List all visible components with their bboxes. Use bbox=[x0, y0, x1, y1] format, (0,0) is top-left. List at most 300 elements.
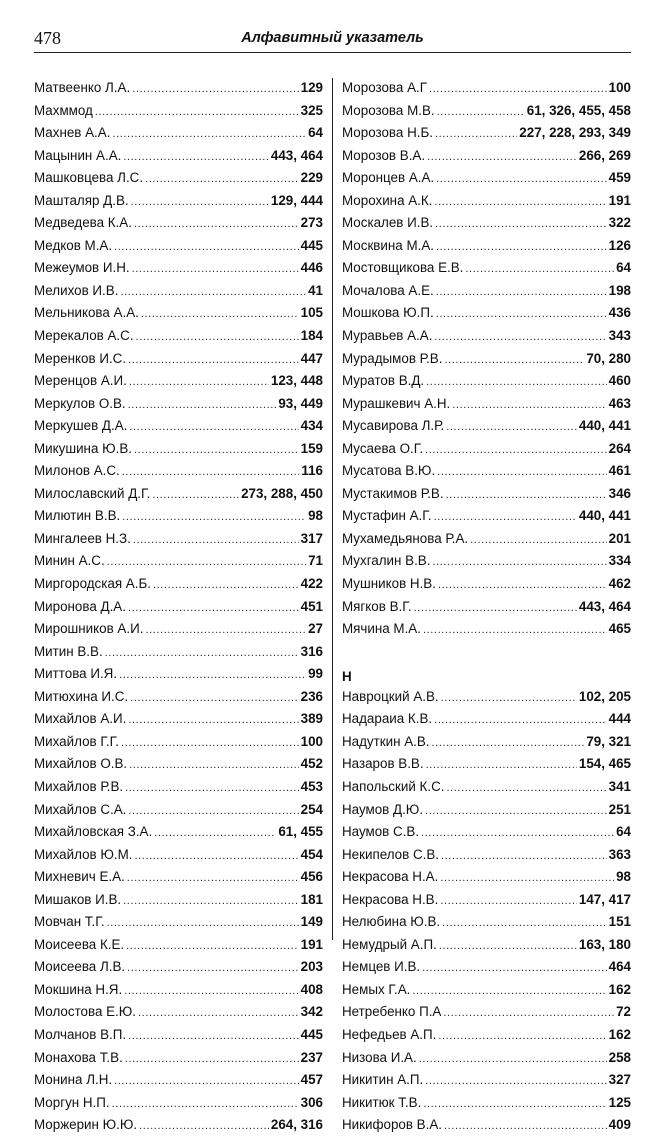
entry-pages: 129 bbox=[300, 80, 323, 95]
dot-leader bbox=[441, 692, 577, 704]
entry-pages: 454 bbox=[300, 846, 323, 862]
dot-leader bbox=[435, 128, 517, 140]
index-entry bbox=[34, 914, 323, 937]
dot-leader bbox=[95, 106, 299, 118]
dot-leader bbox=[114, 241, 299, 253]
index-entry bbox=[342, 238, 631, 261]
dot-leader bbox=[432, 556, 606, 568]
index-entry bbox=[342, 531, 631, 554]
dot-leader bbox=[127, 962, 299, 974]
entry-pages: 61, 455 bbox=[278, 824, 323, 840]
entry-pages: 444 bbox=[608, 711, 631, 727]
index-entry bbox=[342, 486, 631, 509]
index-entry bbox=[342, 463, 631, 486]
dot-leader bbox=[134, 218, 299, 230]
entry-name: Моисеева К.Е. bbox=[34, 936, 125, 952]
entry-pages: 446 bbox=[300, 260, 323, 276]
dot-leader bbox=[444, 1120, 607, 1132]
entry-name: Микушина Ю.В. bbox=[34, 440, 133, 456]
index-entry bbox=[34, 892, 323, 915]
entry-pages: 184 bbox=[300, 328, 323, 344]
dot-leader bbox=[134, 444, 299, 456]
dot-leader bbox=[153, 579, 299, 591]
entry-name: Надуткин А.В. bbox=[342, 733, 430, 749]
entry-pages: 462 bbox=[608, 576, 631, 592]
dot-leader bbox=[120, 286, 306, 298]
entry-pages: 100 bbox=[608, 80, 631, 95]
entry-pages: 64 bbox=[616, 260, 631, 276]
entry-name: Навроцкий А.В. bbox=[342, 688, 439, 704]
entry-pages: 159 bbox=[300, 440, 323, 456]
entry-pages: 343 bbox=[608, 328, 631, 344]
dot-leader bbox=[440, 872, 614, 884]
index-entry bbox=[34, 711, 323, 734]
dot-leader bbox=[439, 940, 577, 952]
entry-pages: 445 bbox=[300, 237, 323, 253]
dot-leader bbox=[434, 196, 606, 208]
entry-name: Милютин В.В. bbox=[34, 508, 121, 524]
entry-name: Мустакимов Р.В. bbox=[342, 485, 444, 501]
index-entry bbox=[34, 1117, 323, 1140]
entry-pages: 346 bbox=[608, 485, 631, 501]
entry-name: Мирошников А.И. bbox=[34, 621, 144, 637]
entry-pages: 191 bbox=[300, 936, 323, 952]
dot-leader bbox=[446, 489, 607, 501]
index-entry bbox=[342, 892, 631, 915]
entry-pages: 181 bbox=[300, 891, 323, 907]
dot-leader bbox=[434, 714, 607, 726]
dot-leader bbox=[425, 444, 607, 456]
index-entry bbox=[34, 193, 323, 216]
dot-leader bbox=[436, 173, 607, 185]
entry-name: Мухамедьянова Р.А. bbox=[342, 530, 469, 546]
dot-leader bbox=[129, 421, 298, 433]
index-entry bbox=[342, 125, 631, 148]
index-entry bbox=[34, 215, 323, 238]
index-entry bbox=[342, 914, 631, 937]
entry-pages: 465 bbox=[608, 621, 631, 637]
dot-leader bbox=[121, 737, 299, 749]
entry-pages: 258 bbox=[608, 1049, 631, 1065]
dot-leader bbox=[145, 624, 306, 636]
dot-leader bbox=[434, 511, 577, 523]
dot-leader bbox=[438, 579, 607, 591]
page-number: 478 bbox=[34, 28, 61, 48]
index-entry bbox=[34, 779, 323, 802]
entry-name: Мацынин А.А. bbox=[34, 147, 122, 163]
entry-name: Мячина М.А. bbox=[342, 621, 421, 637]
section-n-entries bbox=[342, 689, 631, 1140]
entry-name: Мельникова А.А. bbox=[34, 305, 139, 321]
index-entry bbox=[34, 418, 323, 441]
dot-leader bbox=[128, 805, 298, 817]
entry-pages: 236 bbox=[300, 688, 323, 704]
index-entry bbox=[34, 734, 323, 757]
index-entry bbox=[342, 418, 631, 441]
index-entry bbox=[342, 937, 631, 960]
index-entry bbox=[342, 1027, 631, 1050]
entry-pages: 129, 444 bbox=[270, 192, 323, 208]
header-rule bbox=[34, 52, 631, 53]
dot-leader bbox=[446, 782, 606, 794]
entry-name: Никифоров В.А. bbox=[342, 1117, 442, 1133]
entry-name: Моисеева Л.В. bbox=[34, 959, 126, 975]
entry-pages: 71 bbox=[308, 553, 323, 569]
entry-pages: 316 bbox=[300, 643, 323, 659]
index-entry bbox=[342, 328, 631, 351]
dot-leader bbox=[107, 556, 306, 568]
entry-name: Моргун Н.П. bbox=[34, 1094, 110, 1110]
entry-name: Мокшина Н.Я. bbox=[34, 981, 123, 997]
entry-pages: 389 bbox=[300, 711, 323, 727]
dot-leader bbox=[134, 850, 298, 862]
index-entry bbox=[34, 937, 323, 960]
entry-pages: 306 bbox=[300, 1094, 323, 1110]
index-entry bbox=[34, 508, 323, 531]
entry-pages: 98 bbox=[616, 869, 631, 885]
dot-leader bbox=[434, 331, 606, 343]
page-header bbox=[34, 26, 631, 54]
entry-name: Молостова Е.Ю. bbox=[34, 1004, 137, 1020]
entry-pages: 154, 465 bbox=[578, 756, 631, 772]
index-entry bbox=[342, 373, 631, 396]
dot-leader bbox=[423, 624, 607, 636]
dot-leader bbox=[123, 895, 299, 907]
entry-pages: 163, 180 bbox=[578, 936, 631, 952]
dot-leader bbox=[112, 128, 306, 140]
dot-leader bbox=[132, 83, 298, 95]
index-column-left bbox=[34, 80, 323, 1140]
dot-leader bbox=[436, 308, 607, 320]
dot-leader bbox=[130, 692, 299, 704]
index-entry bbox=[342, 103, 631, 126]
dot-leader bbox=[435, 218, 607, 230]
entry-name: Мишаков И.В. bbox=[34, 891, 122, 907]
index-entry bbox=[342, 215, 631, 238]
entry-name: Никитин А.П. bbox=[342, 1072, 424, 1088]
entry-pages: 317 bbox=[300, 530, 323, 546]
entry-pages: 409 bbox=[608, 1117, 631, 1133]
index-entry bbox=[342, 1004, 631, 1027]
entry-name: Нетребенко П.А bbox=[342, 1004, 442, 1020]
entry-name: Меркулов О.В. bbox=[34, 395, 126, 411]
index-entry bbox=[34, 238, 323, 261]
dot-leader bbox=[426, 759, 577, 771]
entry-name: Монахова Т.В. bbox=[34, 1049, 123, 1065]
index-entry bbox=[342, 80, 631, 103]
entry-pages: 126 bbox=[608, 237, 631, 253]
entry-name: Муратов В.Д. bbox=[342, 373, 425, 389]
dot-leader bbox=[419, 1053, 607, 1065]
index-column-right bbox=[342, 80, 631, 1140]
entry-pages: 457 bbox=[300, 1072, 323, 1088]
dot-leader bbox=[129, 759, 299, 771]
entry-pages: 79, 321 bbox=[586, 733, 631, 749]
index-entry bbox=[342, 260, 631, 283]
entry-name: Медков М.А. bbox=[34, 237, 113, 253]
dot-leader bbox=[127, 872, 299, 884]
entry-pages: 422 bbox=[300, 576, 323, 592]
entry-name: Муравьев А.А. bbox=[342, 328, 433, 344]
entry-name: Наумов Д.Ю. bbox=[342, 801, 424, 817]
dot-leader bbox=[437, 466, 606, 478]
dot-leader bbox=[133, 534, 299, 546]
entry-pages: 191 bbox=[608, 192, 631, 208]
dot-leader bbox=[128, 602, 299, 614]
dot-leader bbox=[112, 1098, 299, 1110]
dot-leader bbox=[438, 1030, 606, 1042]
entry-name: Монина Л.Н. bbox=[34, 1072, 113, 1088]
entry-name: Михайлов А.И. bbox=[34, 711, 127, 727]
dot-leader bbox=[132, 263, 299, 275]
index-entry bbox=[342, 170, 631, 193]
entry-pages: 93, 449 bbox=[278, 395, 323, 411]
dot-leader bbox=[139, 1120, 269, 1132]
dot-leader bbox=[429, 83, 607, 95]
index-entry bbox=[34, 959, 323, 982]
entry-name: Мошкова Ю.П. bbox=[342, 305, 434, 321]
entry-name: Меренцов А.И. bbox=[34, 373, 127, 389]
dot-leader bbox=[422, 962, 607, 974]
index-entry bbox=[34, 463, 323, 486]
dot-leader bbox=[125, 1053, 299, 1065]
entry-pages: 227, 228, 293, 349 bbox=[519, 125, 631, 141]
dot-leader bbox=[124, 985, 298, 997]
index-entry bbox=[342, 351, 631, 374]
entry-name: Минин А.С. bbox=[34, 553, 105, 569]
entry-name: Милонов А.С. bbox=[34, 463, 120, 479]
dot-leader bbox=[126, 940, 299, 952]
index-entry bbox=[342, 711, 631, 734]
index-entry bbox=[34, 441, 323, 464]
entry-name: Михневич Е.А. bbox=[34, 869, 125, 885]
entry-name: Мягков В.Г. bbox=[342, 598, 412, 614]
entry-name: Мерекалов А.С. bbox=[34, 328, 134, 344]
dot-leader bbox=[432, 737, 585, 749]
entry-name: Надараиа К.В. bbox=[342, 711, 433, 727]
entry-name: Миронова Д.А. bbox=[34, 598, 126, 614]
index-entry bbox=[34, 576, 323, 599]
entry-name: Некрасова Н.В. bbox=[342, 891, 439, 907]
entry-pages: 100 bbox=[300, 733, 323, 749]
index-entry bbox=[342, 553, 631, 576]
index-entry bbox=[342, 1117, 631, 1140]
entry-pages: 64 bbox=[616, 824, 631, 840]
dot-leader bbox=[152, 489, 239, 501]
dot-leader bbox=[442, 917, 607, 929]
entry-pages: 61, 326, 455, 458 bbox=[526, 102, 631, 118]
dot-leader bbox=[425, 1075, 606, 1087]
entry-name: Мочалова А.Е. bbox=[342, 282, 434, 298]
entry-pages: 447 bbox=[300, 350, 323, 366]
entry-pages: 464 bbox=[608, 959, 631, 975]
index-entry bbox=[342, 1095, 631, 1118]
entry-name: Мурадымов Р.В. bbox=[342, 350, 443, 366]
entry-pages: 254 bbox=[300, 801, 323, 817]
index-entry bbox=[34, 553, 323, 576]
entry-name: Мусаева О.Г. bbox=[342, 440, 424, 456]
entry-name: Наумов С.В. bbox=[342, 824, 420, 840]
dot-leader bbox=[128, 1030, 299, 1042]
entry-pages: 151 bbox=[608, 914, 631, 930]
entry-pages: 341 bbox=[608, 778, 631, 794]
dot-leader bbox=[470, 534, 607, 546]
entry-name: Немцев И.В. bbox=[342, 959, 421, 975]
index-entry bbox=[34, 666, 323, 689]
index-entry bbox=[342, 508, 631, 531]
entry-pages: 440, 441 bbox=[578, 508, 631, 524]
entry-pages: 41 bbox=[308, 282, 323, 298]
entry-pages: 325 bbox=[300, 102, 323, 118]
entry-name: Морозова М.В. bbox=[342, 102, 435, 118]
index-entry bbox=[34, 328, 323, 351]
index-entry bbox=[34, 373, 323, 396]
index-entry bbox=[342, 621, 631, 644]
entry-pages: 460 bbox=[608, 373, 631, 389]
index-entry bbox=[34, 1004, 323, 1027]
entry-name: Напольский К.С. bbox=[342, 778, 445, 794]
dot-leader bbox=[129, 376, 269, 388]
entry-name: Мустафин А.Г. bbox=[342, 508, 432, 524]
entry-pages: 459 bbox=[608, 170, 631, 186]
index-entry bbox=[342, 802, 631, 825]
entry-pages: 72 bbox=[616, 1004, 631, 1020]
entry-pages: 273 bbox=[300, 215, 323, 231]
index-entry bbox=[34, 260, 323, 283]
entry-name: Миттова И.Я. bbox=[34, 666, 118, 682]
index-entry bbox=[342, 824, 631, 847]
dot-leader bbox=[145, 173, 299, 185]
entry-pages: 105 bbox=[300, 305, 323, 321]
entry-pages: 149 bbox=[300, 914, 323, 930]
entry-name: Назаров В.В. bbox=[342, 756, 424, 772]
index-entry bbox=[342, 756, 631, 779]
entry-name: Медведева К.А. bbox=[34, 215, 132, 231]
dot-leader bbox=[128, 354, 299, 366]
entry-pages: 434 bbox=[300, 418, 323, 434]
dot-leader bbox=[412, 985, 606, 997]
dot-leader bbox=[436, 286, 607, 298]
index-entry bbox=[342, 305, 631, 328]
dot-leader bbox=[425, 805, 607, 817]
entry-pages: 251 bbox=[608, 801, 631, 817]
entry-name: Митюхина И.С. bbox=[34, 688, 129, 704]
index-entry bbox=[342, 441, 631, 464]
entry-pages: 322 bbox=[608, 215, 631, 231]
index-entry bbox=[342, 193, 631, 216]
index-entry bbox=[342, 148, 631, 171]
index-entry bbox=[342, 283, 631, 306]
dot-leader bbox=[114, 1075, 299, 1087]
index-entry bbox=[34, 982, 323, 1005]
index-entry bbox=[34, 621, 323, 644]
entry-name: Мингалеев Н.З. bbox=[34, 530, 131, 546]
entry-name: Мовчан Т.Г. bbox=[34, 914, 105, 930]
entry-name: Низова И.А. bbox=[342, 1049, 417, 1065]
entry-name: Мелихов И.В. bbox=[34, 282, 119, 298]
entry-name: Милославский Д.Г. bbox=[34, 485, 151, 501]
entry-pages: 70, 280 bbox=[586, 350, 631, 366]
index-entry bbox=[34, 125, 323, 148]
entry-pages: 27 bbox=[308, 621, 323, 637]
entry-name: Мухгалин В.В. bbox=[342, 553, 431, 569]
entry-pages: 123, 448 bbox=[270, 373, 323, 389]
entry-pages: 237 bbox=[300, 1049, 323, 1065]
dot-leader bbox=[141, 308, 299, 320]
index-entry bbox=[34, 80, 323, 103]
entry-pages: 198 bbox=[608, 282, 631, 298]
dot-leader bbox=[107, 917, 299, 929]
dot-leader bbox=[105, 647, 299, 659]
index-entry bbox=[34, 644, 323, 667]
entry-pages: 436 bbox=[608, 305, 631, 321]
entry-name: Михайлов О.В. bbox=[34, 756, 128, 772]
dot-leader bbox=[131, 196, 269, 208]
dot-leader bbox=[427, 151, 577, 163]
entry-name: Машталяр Д.В. bbox=[34, 192, 129, 208]
entry-pages: 443, 464 bbox=[270, 147, 323, 163]
entry-pages: 125 bbox=[608, 1094, 631, 1110]
entry-name: Мостовщикова Е.В. bbox=[342, 260, 464, 276]
index-entry bbox=[34, 351, 323, 374]
dot-leader bbox=[136, 331, 299, 343]
index-entry bbox=[34, 824, 323, 847]
index-entry bbox=[342, 1050, 631, 1073]
index-entry bbox=[34, 689, 323, 712]
entry-name: Машковцева Л.С. bbox=[34, 170, 144, 186]
entry-pages: 342 bbox=[300, 1004, 323, 1020]
entry-name: Митин В.В. bbox=[34, 643, 103, 659]
entry-name: Молчанов В.П. bbox=[34, 1026, 127, 1042]
entry-name: Москалев И.В. bbox=[342, 215, 434, 231]
dot-leader bbox=[122, 466, 300, 478]
entry-pages: 147, 417 bbox=[578, 891, 631, 907]
index-entry bbox=[342, 1072, 631, 1095]
index-entry bbox=[342, 847, 631, 870]
index-entry bbox=[34, 148, 323, 171]
index-entry bbox=[34, 1072, 323, 1095]
entry-name: Мусавирова Л.Р. bbox=[342, 418, 445, 434]
index-entry bbox=[34, 756, 323, 779]
entry-name: Нефедьев А.П. bbox=[342, 1026, 437, 1042]
entry-pages: 162 bbox=[608, 981, 631, 997]
entry-name: Нелюбина Ю.В. bbox=[342, 914, 441, 930]
entry-pages: 203 bbox=[300, 959, 323, 975]
dot-leader bbox=[444, 354, 584, 366]
index-entry bbox=[34, 283, 323, 306]
dot-leader bbox=[426, 376, 607, 388]
entry-name: Михайлов Р.В. bbox=[34, 778, 124, 794]
entry-pages: 64 bbox=[308, 125, 323, 141]
entry-pages: 463 bbox=[608, 395, 631, 411]
entry-pages: 201 bbox=[608, 530, 631, 546]
index-entry bbox=[34, 802, 323, 825]
entry-pages: 266, 269 bbox=[578, 147, 631, 163]
entry-name: Морозов В.А. bbox=[342, 147, 426, 163]
entry-name: Меренков И.С. bbox=[34, 350, 127, 366]
entry-name: Михайлов С.А. bbox=[34, 801, 127, 817]
dot-leader bbox=[128, 399, 277, 411]
dot-leader bbox=[138, 1007, 299, 1019]
dot-leader bbox=[441, 850, 607, 862]
index-entry bbox=[342, 396, 631, 419]
dot-leader bbox=[423, 1098, 606, 1110]
entry-name: Мусатова В.Ю. bbox=[342, 463, 436, 479]
dot-leader bbox=[440, 895, 577, 907]
entry-pages: 443, 464 bbox=[578, 598, 631, 614]
index-entry bbox=[34, 1027, 323, 1050]
dot-leader bbox=[125, 782, 299, 794]
